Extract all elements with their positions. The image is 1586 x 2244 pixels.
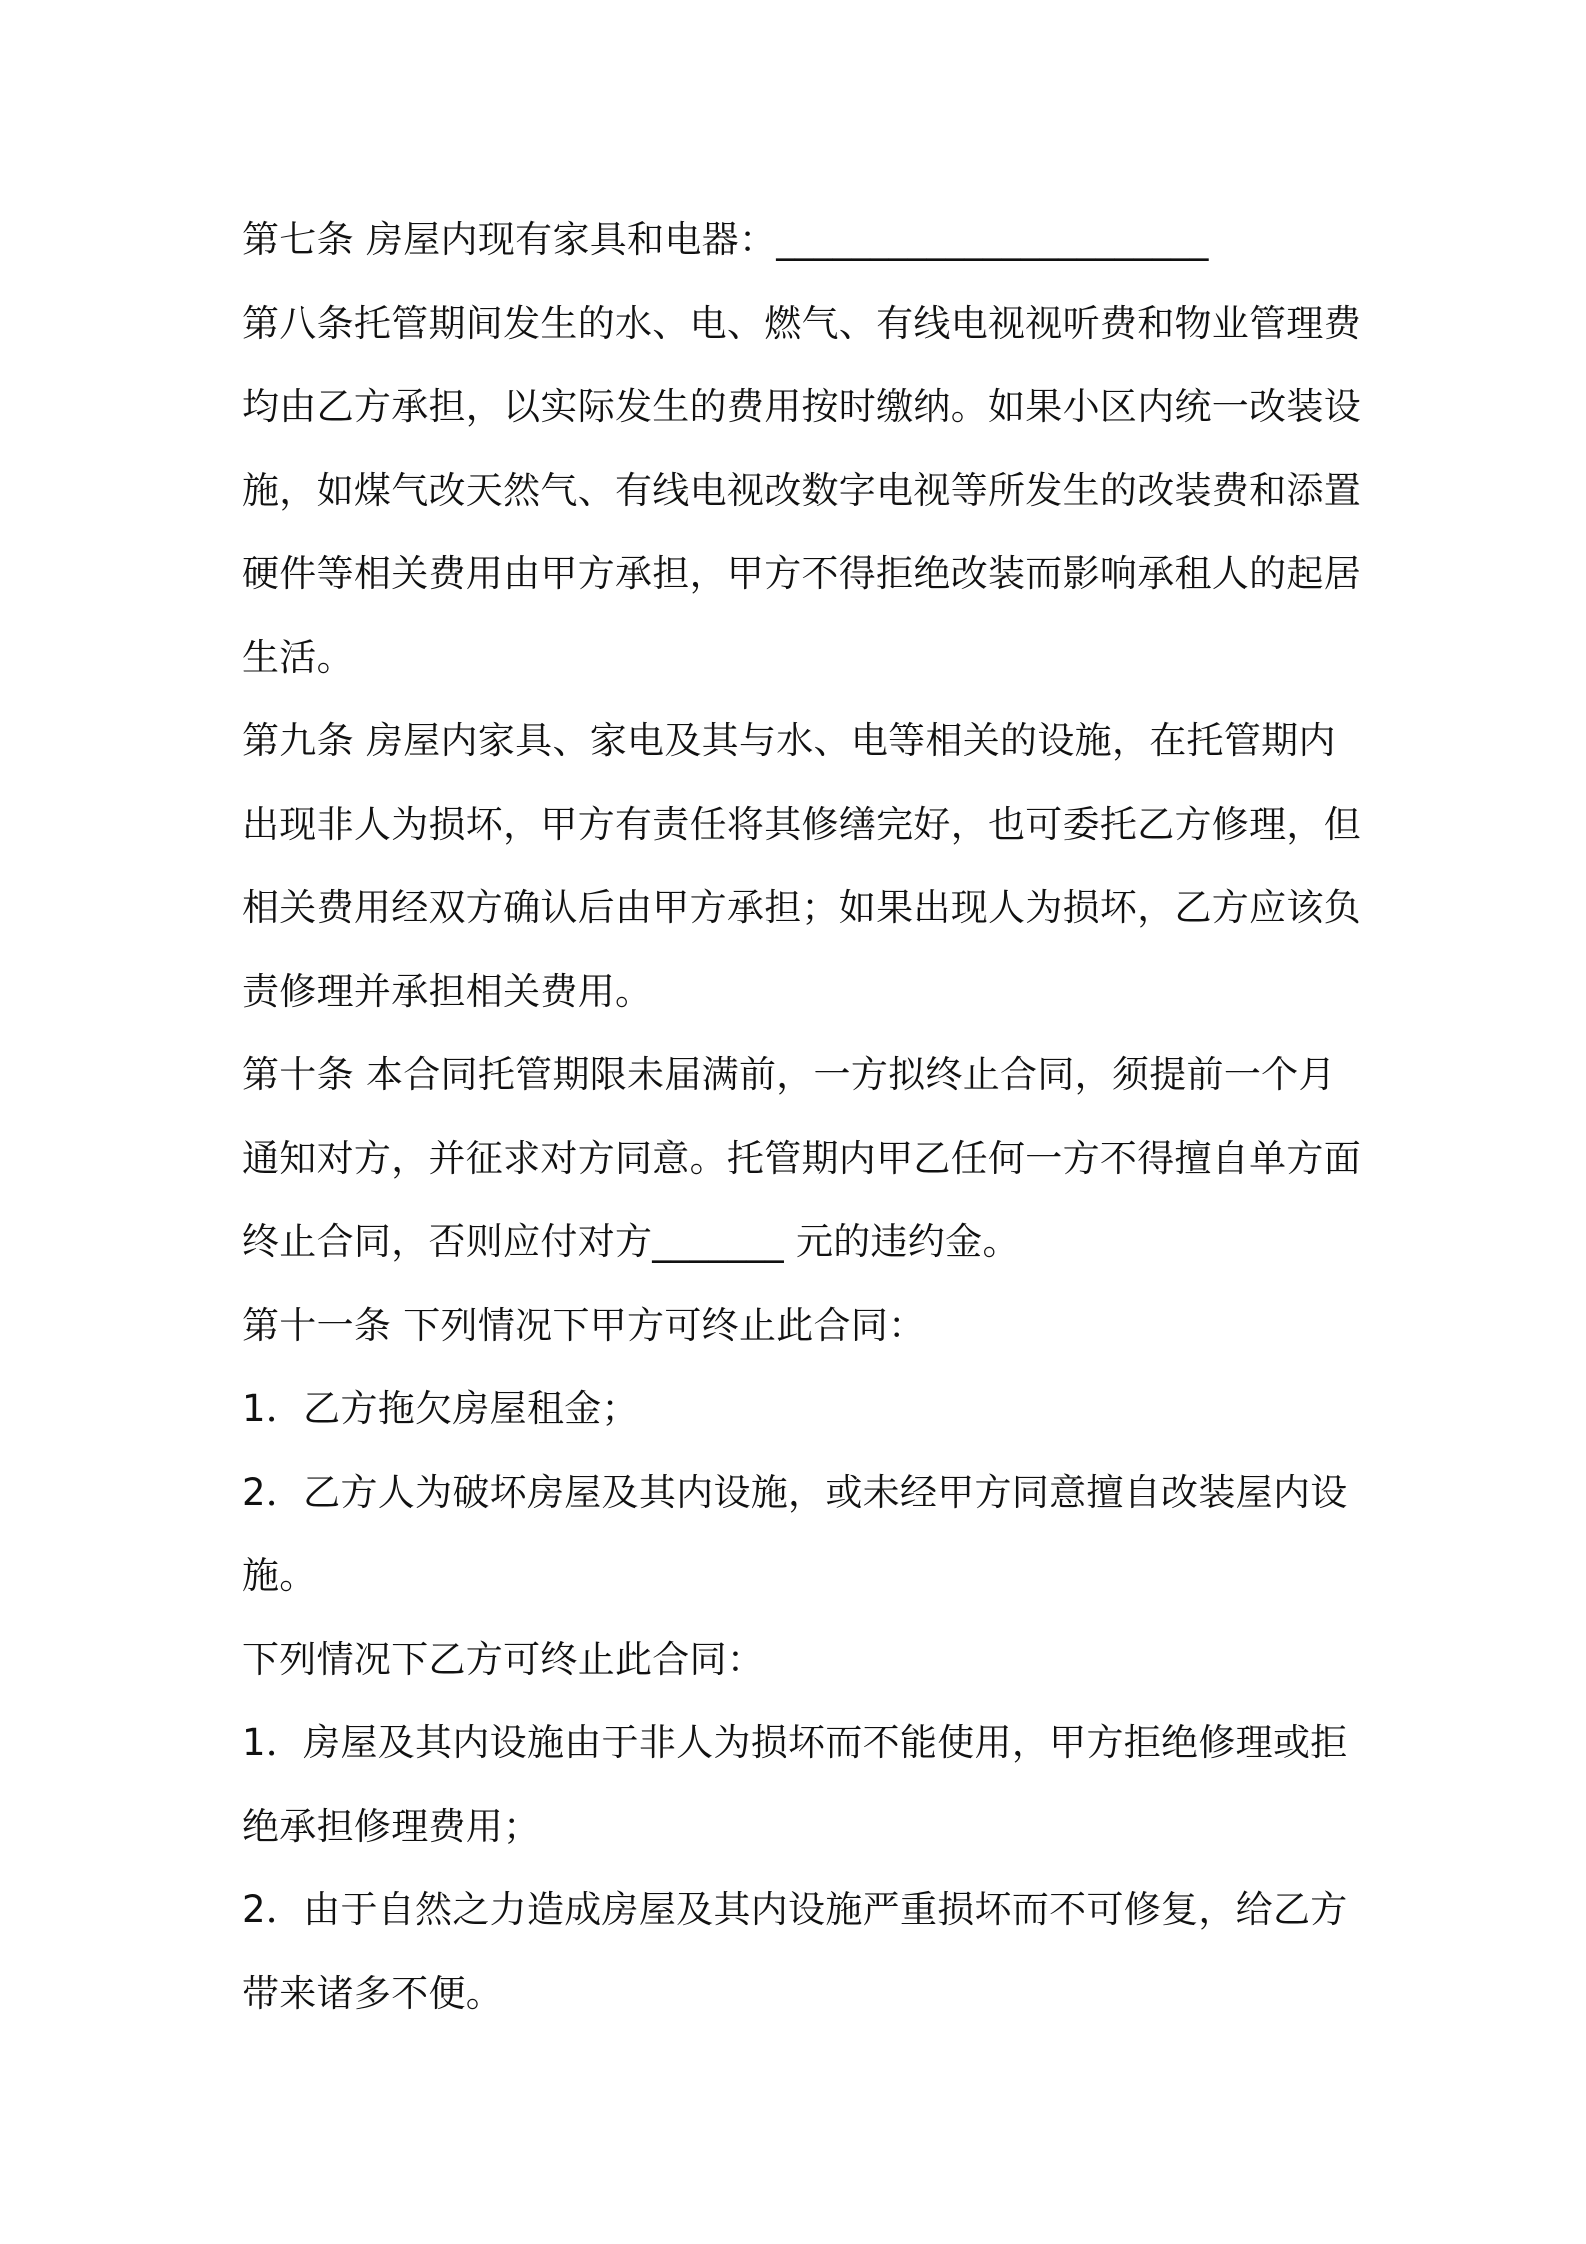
- article-8-line-2: 均由乙方承担，以实际发生的费用按时缴纳。如果小区内统一改装设: [242, 385, 1361, 428]
- article-8-line-4: 硬件等相关费用由甲方承担，甲方不得拒绝改装而影响承租人的起居: [242, 552, 1361, 595]
- article-11-party-b-item-2-line-1: 2．由于自然之力造成房屋及其内设施严重损坏而不可修复，给乙方: [242, 1888, 1348, 1931]
- article-9-line-1: 第九条 房屋内家具、家电及其与水、电等相关的设施，在托管期内: [242, 719, 1336, 762]
- article-7-line-1: 第七条 房屋内现有家具和电器：_______________________: [242, 218, 1209, 261]
- article-10-line-1: 第十条 本合同托管期限未届满前，一方拟终止合同，须提前一个月: [242, 1053, 1336, 1096]
- article-8-line-5: 生活。: [242, 635, 354, 679]
- contract-body: [242, 198, 1361, 2035]
- article-11-party-a-item-2-line-1: 2．乙方人为破坏房屋及其内设施，或未经甲方同意擅自改装屋内设: [242, 1470, 1348, 1514]
- article-9-line-4: 责修理并承担相关费用。: [242, 969, 653, 1013]
- article-11-party-a-item-2-line-2: 施。: [242, 1554, 317, 1597]
- article-10-line-3: 终止合同，否则应付对方_______ 元的违约金。: [242, 1220, 1020, 1263]
- article-10-line-2: 通知对方，并征求对方同意。托管期内甲乙任何一方不得擅自单方面: [242, 1136, 1361, 1180]
- article-11-party-b-heading: 下列情况下乙方可终止此合同：: [242, 1637, 765, 1681]
- article-11-party-b-item-1-line-2: 绝承担修理费用；: [242, 1804, 541, 1848]
- article-11-party-b-item-2-line-2: 带来诸多不便。: [242, 1971, 504, 2015]
- article-11-heading: 第十一条 下列情况下甲方可终止此合同：: [242, 1303, 926, 1347]
- article-11-party-b-item-1-line-1: 1．房屋及其内设施由于非人为损坏而不能使用，甲方拒绝修理或拒: [242, 1721, 1348, 1764]
- article-8-line-3: 施，如煤气改天然气、有线电视改数字电视等所发生的改装费和添置: [242, 468, 1361, 512]
- article-8-line-1: 第八条托管期间发生的水、电、燃气、有线电视视听费和物业管理费: [242, 301, 1361, 345]
- article-9-line-3: 相关费用经双方确认后由甲方承担；如果出现人为损坏，乙方应该负: [242, 886, 1361, 929]
- article-9-line-2: 出现非人为损坏，甲方有责任将其修缮完好，也可委托乙方修理，但: [242, 802, 1361, 846]
- article-11-party-a-item-1: 1．乙方拖欠房屋租金；: [242, 1387, 639, 1430]
